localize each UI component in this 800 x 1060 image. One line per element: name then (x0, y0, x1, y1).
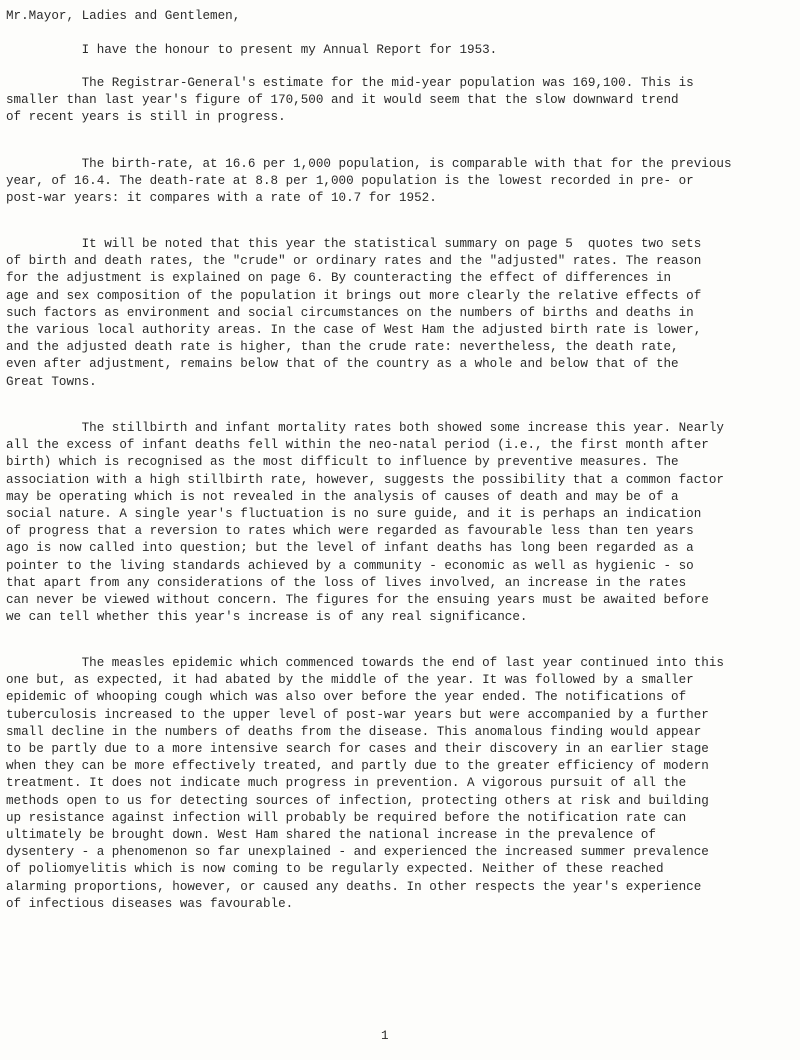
text-line: treatment. It does not indicate much progress in prevention. A vigorous pursuit of all the (6, 776, 687, 791)
text-line: alarming proportions, however, or caused any deaths. In other respects the year's experience (6, 879, 702, 894)
text-line: we can tell whether this year's increase is of any real significance. (6, 610, 528, 625)
text-line: of birth and death rates, the "crude" or ordinary rates and the "adjusted" rates. The reason (6, 254, 702, 269)
text-line: social nature. A single year's fluctuation is no sure guide, and it is perhaps an indication (6, 507, 702, 522)
text-line: of poliomyelitis which is now coming to be regularly expected. Neither of these reached (6, 862, 664, 877)
text-line: up resistance against infection will probably be required before the notification rate can (6, 810, 687, 825)
text-line: that apart from any considerations of the loss of lives involved, an increase in the rates (6, 575, 687, 590)
text-line: can never be viewed without concern. The figures for the ensuing years must be awaited before (6, 593, 709, 608)
text-line: smaller than last year's figure of 170,500 and it would seem that the slow downward trend (6, 93, 679, 108)
text-line: such factors as environment and social circumstances on the numbers of births and deaths in (6, 305, 694, 320)
paragraph-statistical-summary (6, 236, 792, 391)
text-line: The stillbirth and infant mortality rates both showed some increase this year. Nearly (6, 421, 724, 435)
text-line: association with a high stillbirth rate, however, suggests the possibility that a common factor (6, 472, 724, 487)
text-line: The birth-rate, at 16.6 per 1,000 population, is comparable with that for the previous (6, 157, 732, 171)
text-line: ago is now called into question; but the level of infant deaths has long been regarded as a (6, 541, 694, 556)
text-line: methods open to us for detecting sources of infection, protecting others at risk and building (6, 793, 709, 808)
text-line: The measles epidemic which commenced towards the end of last year continued into this (6, 656, 724, 670)
paragraph-stillbirth-infant-mortality (6, 420, 792, 626)
paragraph-infectious-diseases (6, 655, 792, 913)
text-line: pointer to the living standards achieved by a community - economic as well as hygienic - so (6, 558, 694, 573)
text-line: of recent years is still in progress. (6, 110, 286, 125)
text-line: year, of 16.4. The death-rate at 8.8 per 1,000 population is the lowest recorded in pre- or (6, 174, 694, 189)
text-line: to be partly due to a more intensive search for cases and their discovery in an earlier stage (6, 742, 709, 757)
text-line: when they can be more effectively treated, and partly due to the greater efficiency of modern (6, 759, 709, 774)
text-line: I have the honour to present my Annual Report for 1953. (6, 43, 498, 57)
text-line: ultimately be brought down. West Ham shared the national increase in the prevalence of (6, 828, 656, 843)
text-line: and the adjusted death rate is higher, than the crude rate: nevertheless, the death rate, (6, 340, 679, 355)
text-line: Great Towns. (6, 374, 97, 389)
paragraph-population (6, 75, 792, 127)
text-line: the various local authority areas. In the case of West Ham the adjusted birth rate is lower, (6, 323, 702, 338)
text-line: small decline in the numbers of deaths from the disease. This anomalous finding would appear (6, 724, 702, 739)
text-line: for the adjustment is explained on page 6. By counteracting the effect of differences in (6, 271, 672, 286)
text-line: It will be noted that this year the statistical summary on page 5 quotes two sets (6, 237, 702, 251)
paragraph-birth-death-rates (6, 156, 792, 208)
text-line: of infectious diseases was favourable. (6, 896, 294, 911)
text-line: may be operating which is not revealed in the analysis of causes of death and may be of a (6, 489, 679, 504)
text-line: post-war years: it compares with a rate of 10.7 for 1952. (6, 191, 437, 206)
text-line: tuberculosis increased to the upper level of post-war years but were accompanied by a further (6, 707, 709, 722)
text-line: birth) which is recognised as the most difficult to influence by preventive measures. The (6, 455, 679, 470)
text-line: one but, as expected, it had abated by the middle of the year. It was followed by a smaller (6, 673, 694, 688)
text-line: dysentery - a phenomenon so far unexplained - and experienced the increased summer prevalence (6, 845, 709, 860)
text-line: The Registrar-General's estimate for the mid-year population was 169,100. This is (6, 76, 694, 90)
text-line: all the excess of infant deaths fell within the neo-natal period (i.e., the first month after (6, 438, 709, 453)
text-line: age and sex composition of the population it brings out more clearly the relative effects of (6, 288, 702, 303)
paragraph-intro (6, 42, 792, 59)
text-line: epidemic of whooping cough which was also over before the year ended. The notifications of (6, 690, 687, 705)
salutation: Mr.Mayor, Ladies and Gentlemen, (6, 9, 241, 23)
page-number: 1 (381, 1029, 389, 1043)
text-line: even after adjustment, remains below that of the country as a whole and below that of the (6, 357, 679, 372)
text-line: of progress that a reversion to rates which were regarded as favourable less than ten years (6, 524, 694, 539)
